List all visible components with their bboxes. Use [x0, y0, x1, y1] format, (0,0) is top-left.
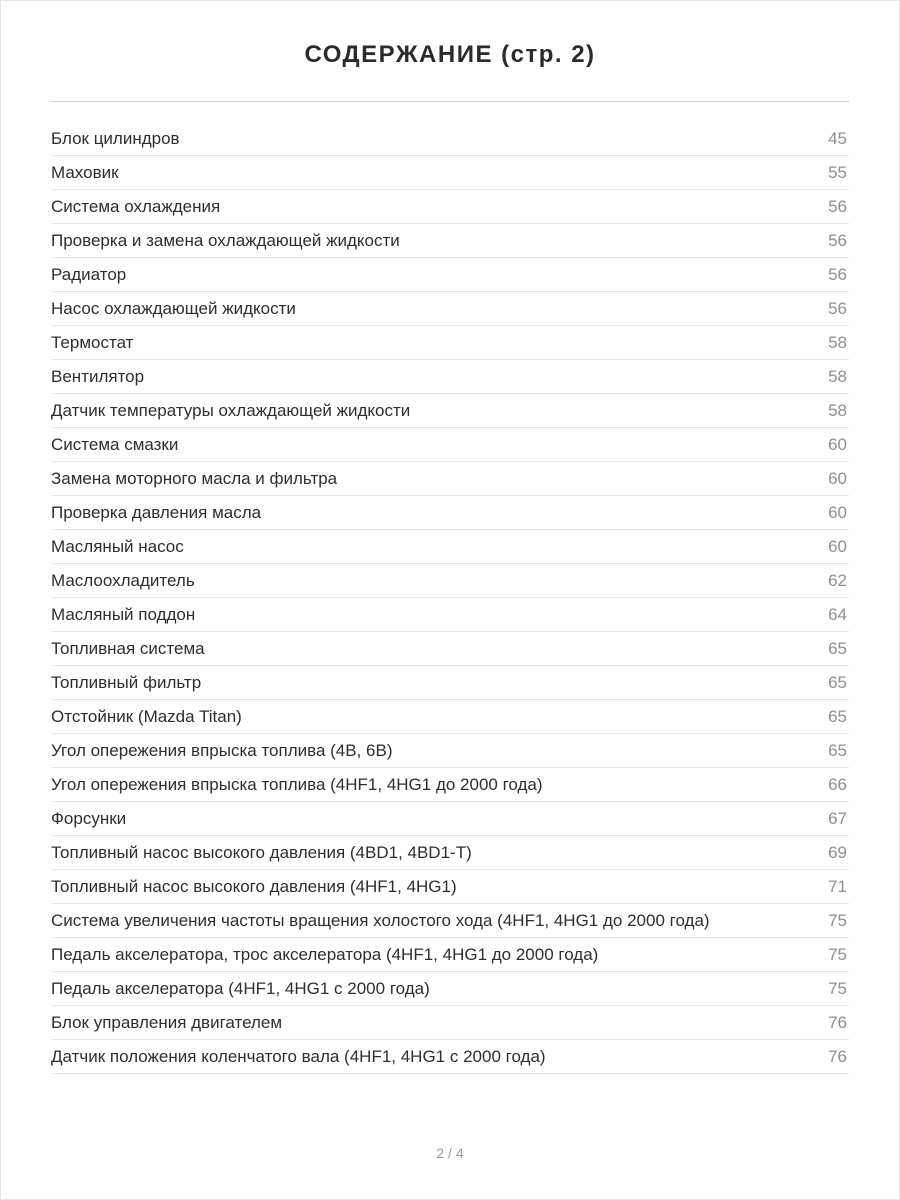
toc-row — [51, 224, 849, 258]
toc-entry-title: Система увеличения частоты вращения холостого хода (4HF1, 4HG1 до 2000 года) — [51, 910, 710, 930]
toc-entry-title: Система смазки — [51, 434, 179, 454]
toc-row — [51, 326, 849, 360]
toc-entry-title: Топливная система — [51, 638, 205, 658]
toc-row — [51, 530, 849, 564]
toc-row — [51, 666, 849, 700]
toc-entry-page: 60 — [828, 468, 847, 488]
toc-row — [51, 394, 849, 428]
toc-entry-page: 60 — [828, 536, 847, 556]
toc-entry-title: Форсунки — [51, 808, 127, 828]
toc-entry-title: Маховик — [51, 162, 119, 182]
toc-entry-page: 75 — [828, 910, 847, 930]
toc-entry-title: Маслоохладитель — [51, 570, 195, 590]
toc-entry-title: Отстойник (Mazda Titan) — [51, 706, 242, 726]
toc-entry-page: 58 — [828, 400, 847, 420]
toc-entry-title: Блок управления двигателем — [51, 1012, 283, 1032]
toc-row — [51, 904, 849, 938]
toc-entry-page: 58 — [828, 366, 847, 386]
toc-entry-title: Педаль акселератора, трос акселератора (4HF1, 4HG1 до 2000 года) — [51, 944, 599, 964]
toc-entry-page: 62 — [828, 570, 847, 590]
toc-entry-title: Масляный поддон — [51, 604, 196, 624]
toc-entry-page: 55 — [828, 162, 847, 182]
toc-entry-title: Топливный фильтр — [51, 672, 202, 692]
toc-entry-page: 75 — [828, 944, 847, 964]
toc-entry-page: 67 — [828, 808, 847, 828]
toc-row — [51, 258, 849, 292]
toc-entry-page: 45 — [828, 128, 847, 148]
toc-entry-page: 65 — [828, 638, 847, 658]
toc-entry-title: Датчик положения коленчатого вала (4HF1, 4HG1 с 2000 года) — [51, 1046, 546, 1066]
toc-row — [51, 768, 849, 802]
toc-entry-title: Вентилятор — [51, 366, 145, 386]
toc-row — [51, 632, 849, 666]
toc-row — [51, 1006, 849, 1040]
toc-entry-page: 60 — [828, 434, 847, 454]
toc-entry-page: 65 — [828, 740, 847, 760]
toc-row — [51, 428, 849, 462]
page-title: СОДЕРЖАНИЕ (стр. 2) — [304, 41, 596, 68]
toc-list — [51, 122, 849, 1074]
toc-entry-title: Насос охлаждающей жидкости — [51, 298, 296, 318]
toc-entry-page: 64 — [828, 604, 847, 624]
toc-entry-page: 69 — [828, 842, 847, 862]
title-divider — [51, 101, 849, 102]
toc-entry-page: 56 — [828, 264, 847, 284]
toc-row — [51, 938, 849, 972]
page-footer: 2 / 4 — [436, 1145, 464, 1161]
toc-entry-page: 60 — [828, 502, 847, 522]
toc-entry-title: Радиатор — [51, 264, 127, 284]
toc-entry-title: Топливный насос высокого давления (4HF1, 4HG1) — [51, 876, 457, 896]
toc-entry-title: Угол опережения впрыска топлива (4B, 6B) — [51, 740, 393, 760]
toc-entry-page: 56 — [828, 298, 847, 318]
toc-entry-title: Датчик температуры охлаждающей жидкости — [51, 400, 411, 420]
toc-entry-title: Блок цилиндров — [51, 128, 180, 148]
toc-entry-title: Угол опережения впрыска топлива (4HF1, 4HG1 до 2000 года) — [51, 774, 543, 794]
toc-row — [51, 462, 849, 496]
toc-row — [51, 972, 849, 1006]
toc-entry-title: Система охлаждения — [51, 196, 221, 216]
toc-entry-title: Топливный насос высокого давления (4BD1, 4BD1-T) — [51, 842, 472, 862]
toc-entry-title: Педаль акселератора (4HF1, 4HG1 с 2000 года) — [51, 978, 430, 998]
toc-row — [51, 734, 849, 768]
toc-entry-title: Проверка давления масла — [51, 502, 262, 522]
toc-entry-title: Замена моторного масла и фильтра — [51, 468, 338, 488]
toc-row — [51, 360, 849, 394]
toc-entry-page: 66 — [828, 774, 847, 794]
toc-entry-page: 58 — [828, 332, 847, 352]
toc-row — [51, 156, 849, 190]
toc-entry-page: 76 — [828, 1046, 847, 1066]
toc-row — [51, 802, 849, 836]
toc-entry-page: 76 — [828, 1012, 847, 1032]
toc-row — [51, 122, 849, 156]
toc-row — [51, 836, 849, 870]
toc-row — [51, 190, 849, 224]
toc-row — [51, 870, 849, 904]
toc-entry-title: Термостат — [51, 332, 134, 352]
toc-entry-page: 75 — [828, 978, 847, 998]
toc-entry-page: 56 — [828, 196, 847, 216]
toc-row — [51, 700, 849, 734]
toc-row — [51, 496, 849, 530]
toc-row — [51, 564, 849, 598]
toc-entry-page: 56 — [828, 230, 847, 250]
toc-row — [51, 598, 849, 632]
toc-row — [51, 1040, 849, 1074]
toc-entry-title: Проверка и замена охлаждающей жидкости — [51, 230, 400, 250]
toc-entry-title: Масляный насос — [51, 536, 184, 556]
toc-entry-page: 65 — [828, 672, 847, 692]
toc-row — [51, 292, 849, 326]
toc-entry-page: 71 — [828, 876, 847, 896]
toc-entry-page: 65 — [828, 706, 847, 726]
